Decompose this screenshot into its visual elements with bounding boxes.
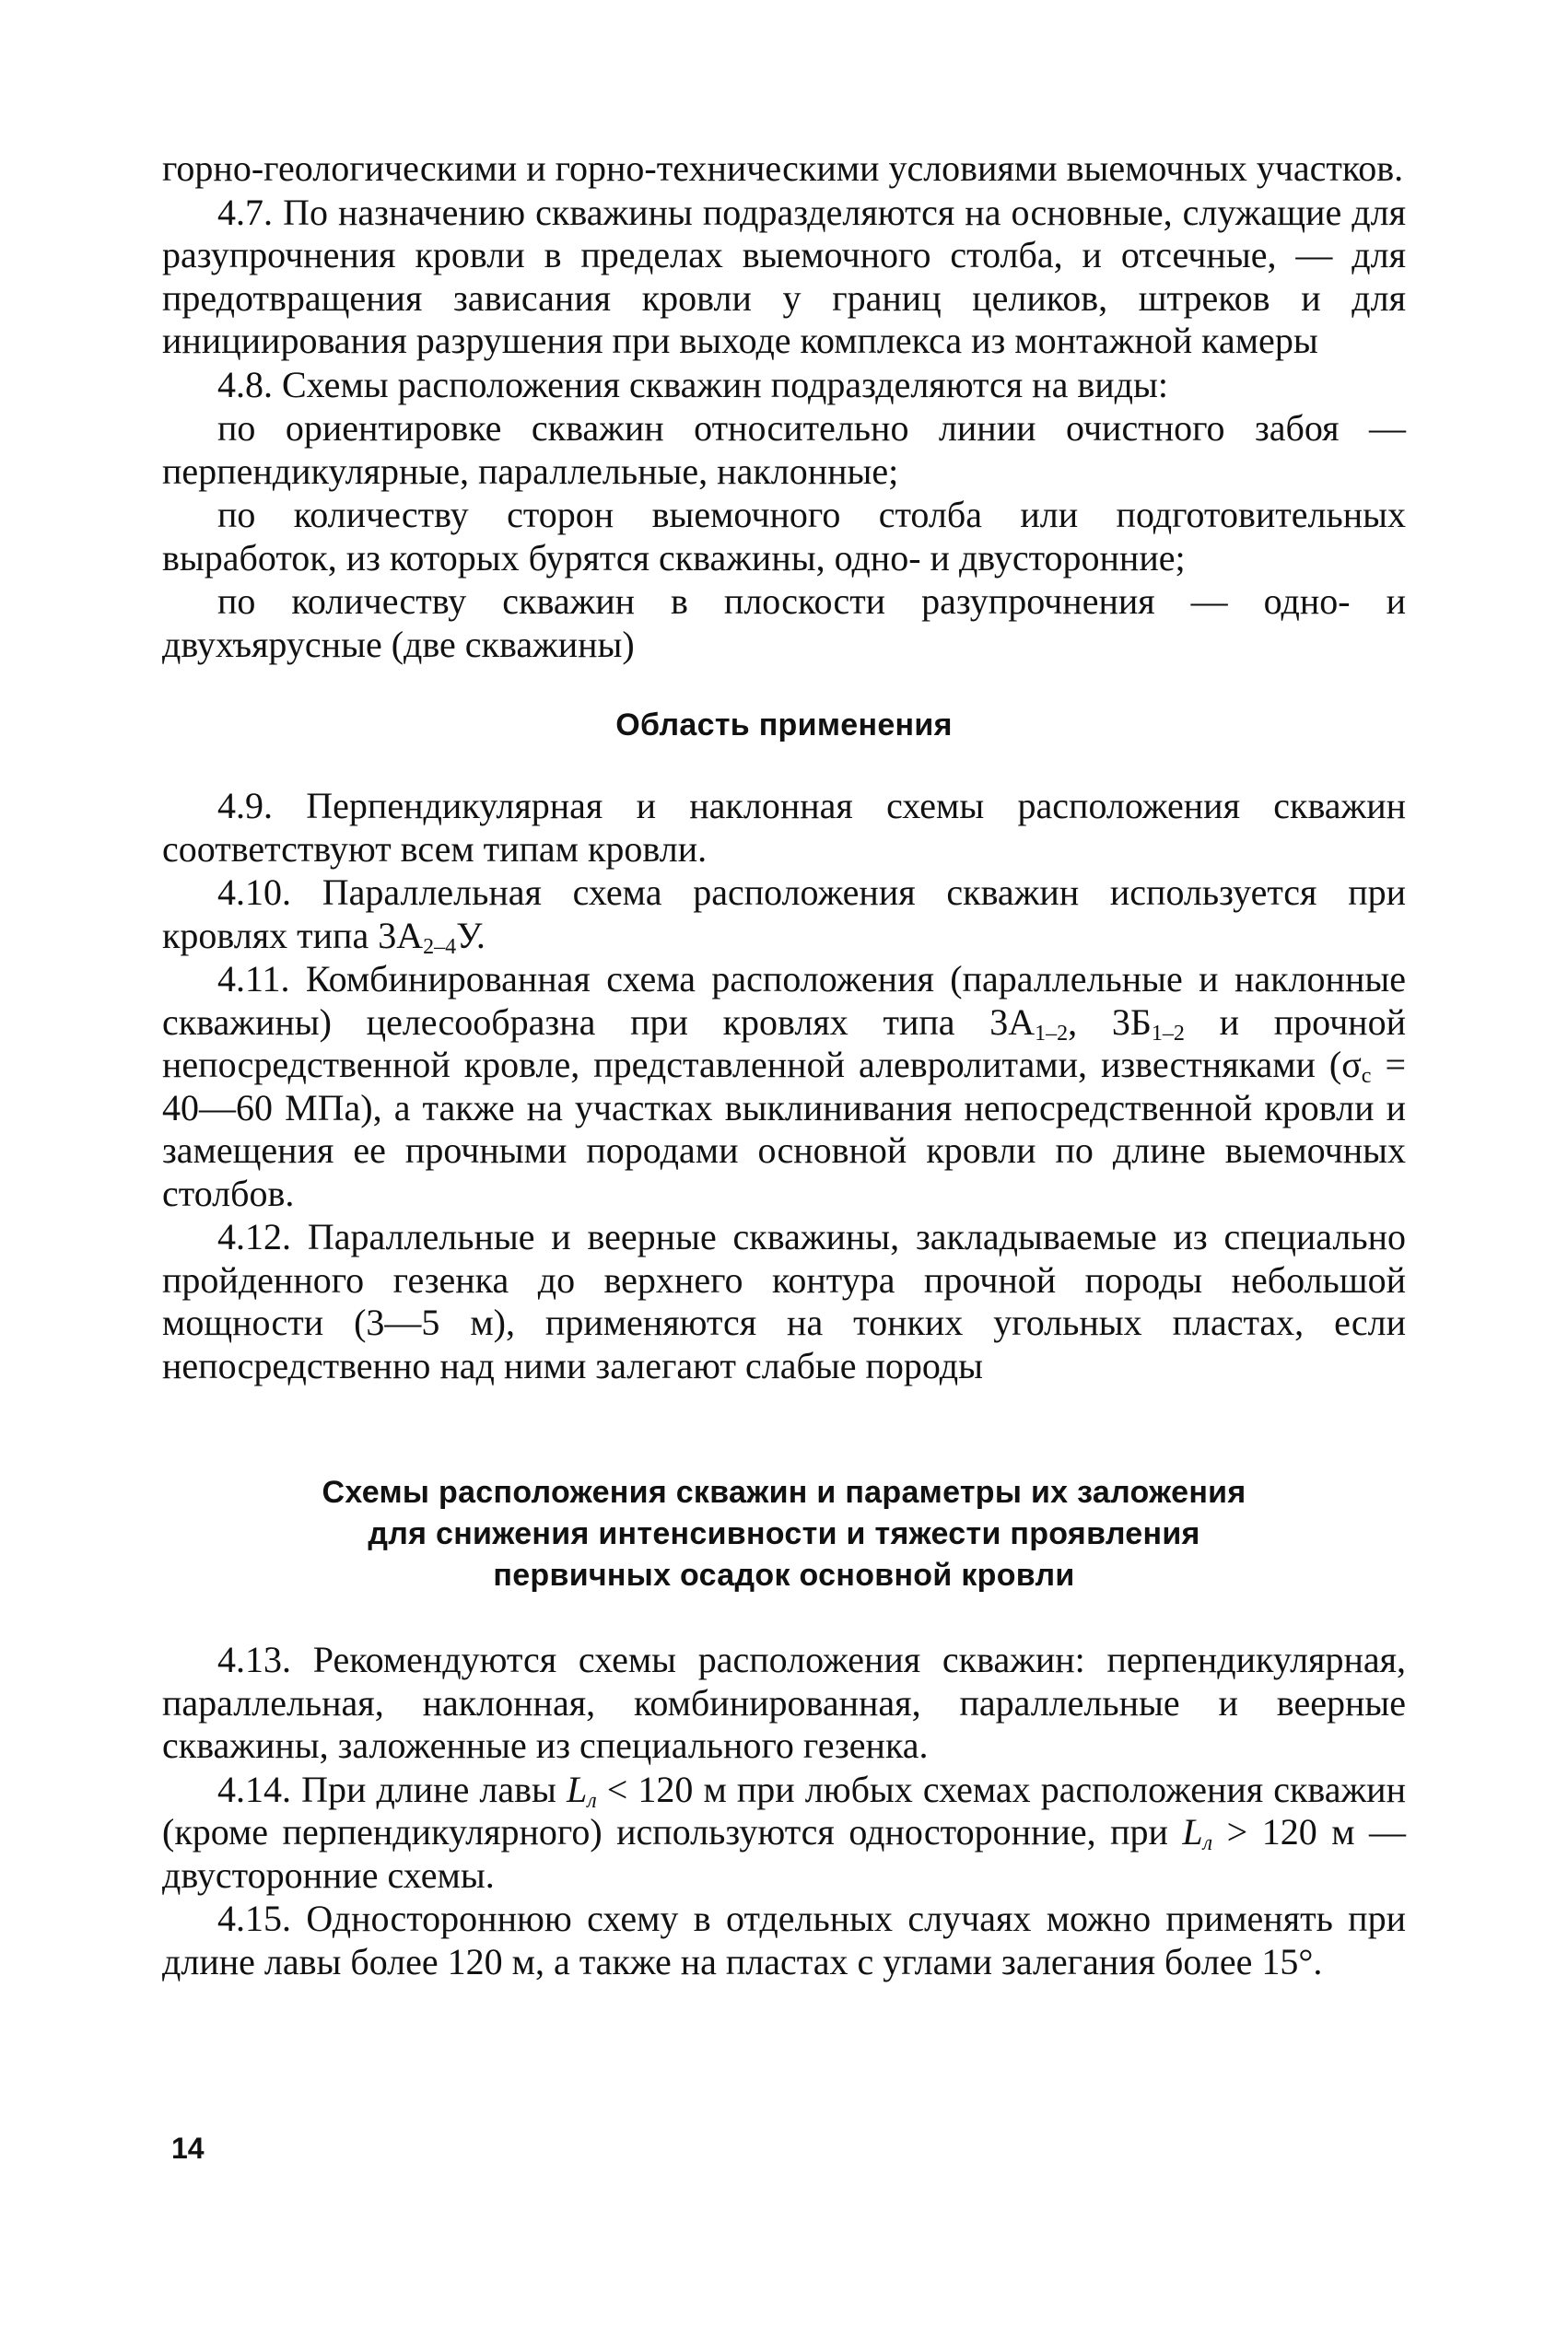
paragraph-4-13: 4.13. Рекомендуются схемы расположения скважин: перпендикулярная, параллельная, наклонная, комбинированная, параллельные и веерные скважины, заложенные из специального гезенка. xyxy=(162,1639,1406,1766)
paragraph-4-8: 4.8. Схемы расположения скважин подразделяются на виды: xyxy=(217,363,1168,405)
paragraph-4-14-end: > 120 м — двусторонние схемы. xyxy=(162,1811,1407,1896)
heading-schemes-block xyxy=(162,1472,1406,1596)
lava-length-var-1: L xyxy=(566,1768,588,1810)
heading-schemes-line-1: Схемы расположения скважин и параметры их заложения xyxy=(322,1475,1246,1510)
heading-schemes-line-3: первичных осадок основной кровли xyxy=(493,1558,1075,1593)
lava-length-var-2: L xyxy=(1182,1811,1203,1853)
text-column xyxy=(162,147,1406,1983)
page-number: 14 xyxy=(171,2132,205,2165)
paragraph-4-11-end: = 40—60 МПа), а также на участках выклинивания непосредственной кровли и замещения ее прочными породами основной кровли по длине выемочных столбов. xyxy=(162,1044,1407,1214)
lava-length-subscript-1: л xyxy=(587,1788,597,1813)
paragraph-4-11-mid2: и прочной непосредственной кровле, представленной алевролитами, известняками (σ xyxy=(162,1000,1406,1085)
paragraph-4-11-mid1: , 3Б xyxy=(1068,1000,1152,1043)
sigma-subscript: c xyxy=(1361,1064,1372,1088)
paragraph-4-11-text: 4.11. Комбинированная схема расположения (параллельные и наклонные скважины) целесообразна при кровлях типа 3А xyxy=(162,958,1406,1043)
roof-type-a-subscript: 1–2 xyxy=(1035,1021,1069,1046)
heading-area-of-application: Область применения xyxy=(615,707,953,742)
paragraph-4-14 xyxy=(162,1769,1406,1898)
paragraph-4-10-text: 4.10. Параллельная схема расположения скважин используется при кровлях типа 3А xyxy=(162,871,1406,956)
paragraph-4-8-sides: по количеству сторон выемочного столба или подготовительных выработок, из которых бурятся скважины, одно- и двусторонние; xyxy=(162,494,1406,579)
paragraph-4-10-end: У. xyxy=(456,914,486,956)
paragraph-4-15: 4.15. Одностороннюю схему в отдельных случаях можно применять при длине лавы более 120 м, а также на пластах с углами залегания более 15°. xyxy=(162,1898,1406,1982)
paragraph-4-8-tiers: по количеству скважин в плоскости разупрочнения — одно- и двухъярусные (две скважины) xyxy=(162,580,1406,665)
paragraph-4-12: 4.12. Параллельные и веерные скважины, закладываемые из специально пройденного гезенка до верхнего контура прочной породы небольшой мощности (3—5 м), применяются на тонких угольных пластах, если непосредственно над ними залегают слабые породы xyxy=(162,1216,1406,1386)
lava-length-subscript-2: л xyxy=(1202,1831,1213,1855)
paragraph-4-9: 4.9. Перпендикулярная и наклонная схемы расположения скважин соответствуют всем типам кровли. xyxy=(162,785,1406,870)
heading-schemes-line-2: для снижения интенсивности и тяжести проявления xyxy=(368,1516,1200,1551)
paragraph-4-14-mid: < 120 м при любых схемах расположения скважин (кроме перпендикулярного) используются односторонние, при xyxy=(162,1768,1406,1853)
paragraph-continuation: горно-геологическими и горно-техническими условиями выемочных участков. xyxy=(162,147,1404,189)
paragraph-4-8-orientation: по ориентировке скважин относительно линии очистного забоя — перпендикулярные, параллельные, наклонные; xyxy=(162,407,1406,492)
paragraph-4-7: 4.7. По назначению скважины подразделяются на основные, служащие для разупрочнения кровли в пределах выемочного столба, и отсечные, — для предотвращения зависания кровли у границ целиков, штреков и для инициирования разрушения при выходе комплекса из монтажной камеры xyxy=(162,191,1406,361)
roof-type-subscript: 2–4 xyxy=(423,934,457,959)
paragraph-4-11 xyxy=(162,958,1406,1215)
paragraph-4-14-text: 4.14. При длине лавы xyxy=(217,1768,567,1810)
roof-type-b-subscript: 1–2 xyxy=(1151,1021,1185,1046)
paragraph-4-10 xyxy=(162,871,1406,957)
